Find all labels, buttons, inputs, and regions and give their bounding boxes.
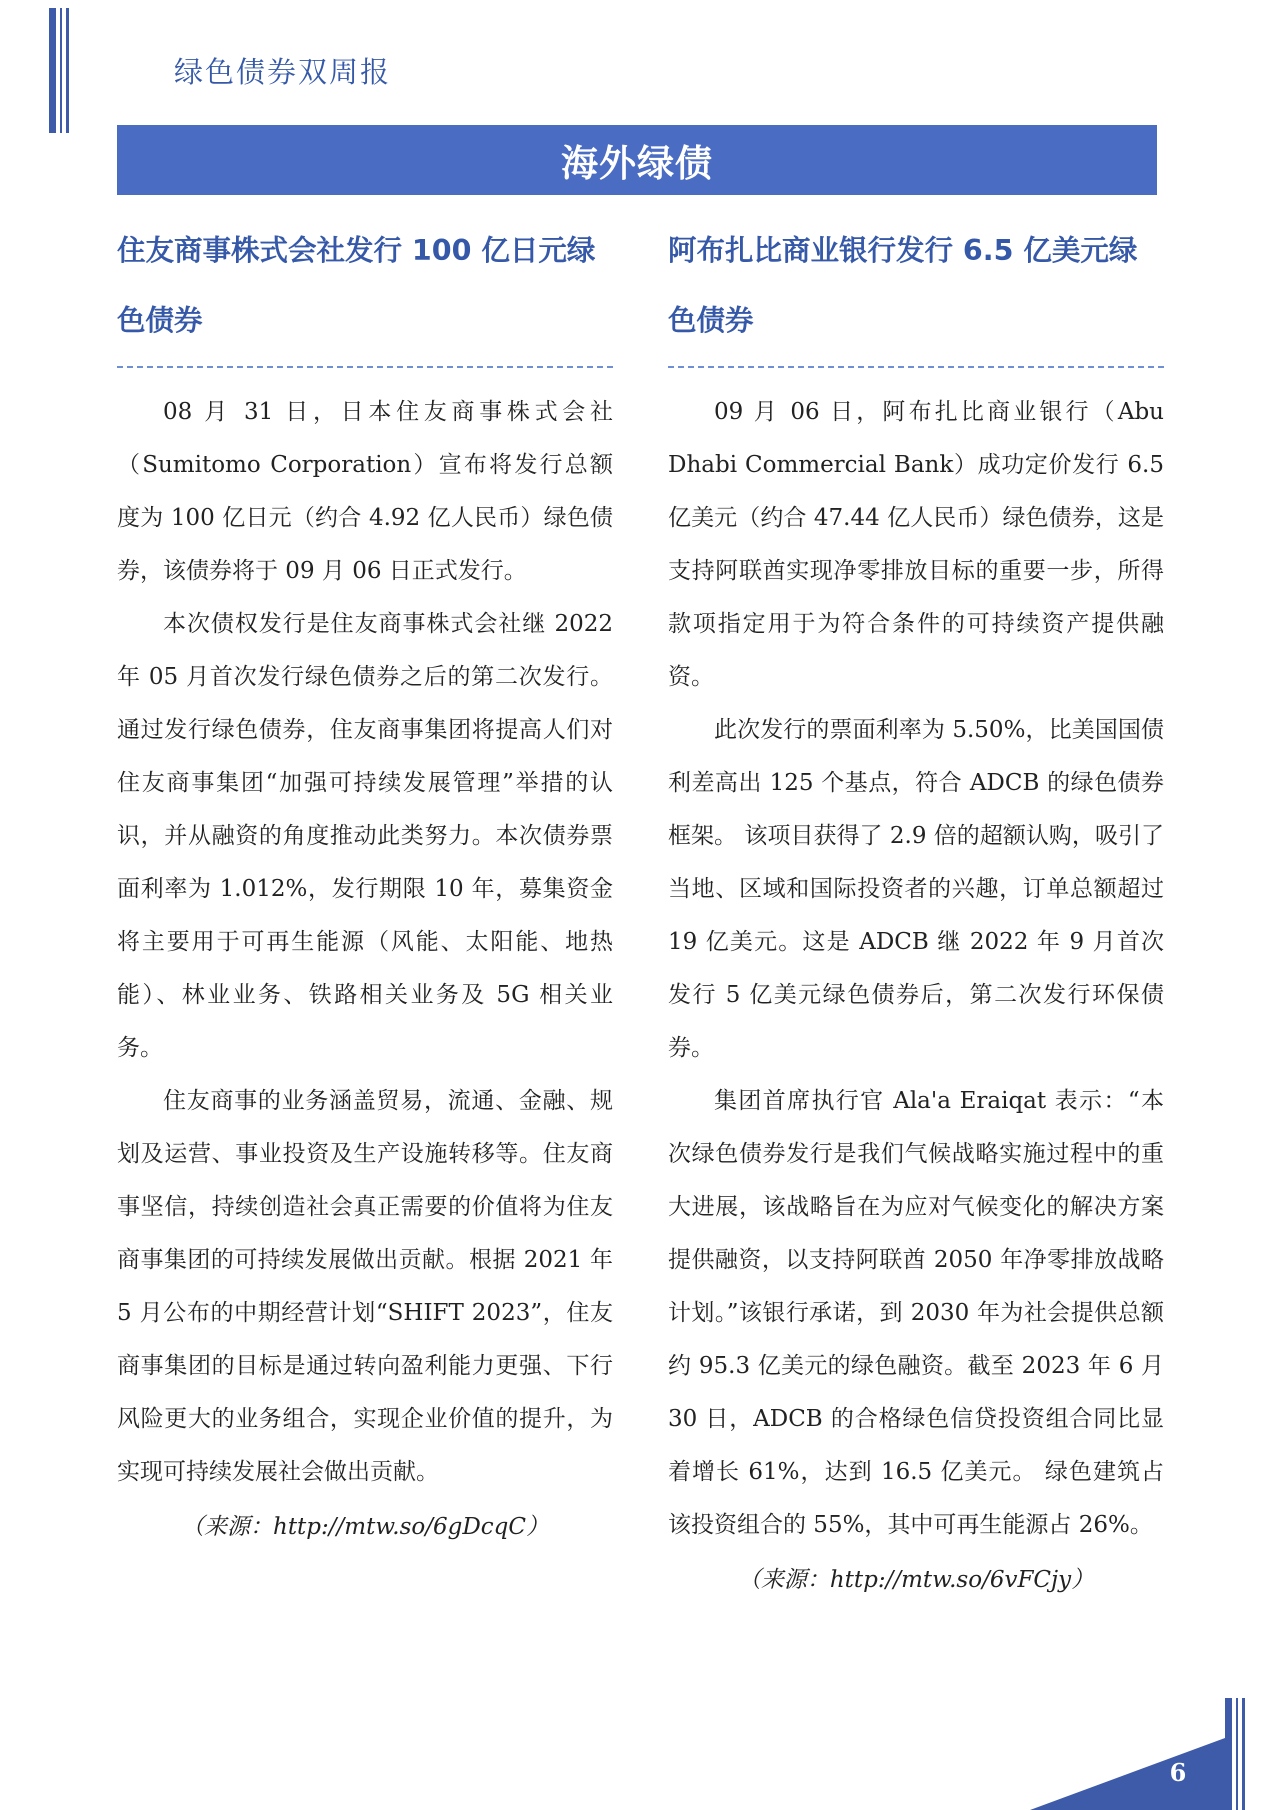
article-paragraph: 09 月 06 日，阿布扎比商业银行（Abu Dhabi Commercial Bank）成功定价发行 6.5 亿美元（约合 47.44 亿人民币）绿色债券，这是支持阿联酋实现净零排放目标的重要一步，所得款项指定用于为符合条件的可持续资产提供融资。 (668, 399, 1164, 690)
header-bar-3 (66, 8, 69, 133)
article-source: （来源：http://mtw.so/6gDcqC） (181, 1514, 549, 1540)
article-paragraph: 住友商事的业务涵盖贸易，流通、金融、规划及运营、事业投资及生产设施转移等。住友商事坚信，持续创造社会真正需要的价值将为住友商事集团的可持续发展做出贡献。根据 2021 年 5 月公布的中期经营计划“SHIFT 2023”，住友商事集团的目标是通过转向盈利能力更强、下行风险更大的业务组合，实现企业价值的提升，为实现可持续发展社会做出贡献。 (117, 1088, 613, 1485)
page-number: 6 (1169, 1758, 1187, 1787)
article-paragraph: 此次发行的票面利率为 5.50%，比美国国债利差高出 125 个基点，符合 ADCB 的绿色债券框架。 该项目获得了 2.9 倍的超额认购，吸引了当地、区域和国际投资者的兴趣，订单总额超过 19 亿美元。这是 ADCB 继 2022 年 9 月首次发行 5 亿美元绿色债券后，第二次发行环保债券。 (668, 717, 1164, 1061)
footer-bar-2 (1236, 1698, 1238, 1810)
article-left (117, 216, 613, 1554)
article-body (668, 386, 1164, 1607)
footer-bar-1 (1225, 1698, 1232, 1810)
article-body (117, 386, 613, 1554)
report-title: 绿色债券双周报 (174, 55, 392, 89)
section-banner: 海外绿债 (117, 125, 1157, 195)
article-paragraph: 08 月 31 日，日本住友商事株式会社（Sumitomo Corporation）宣布将发行总额度为 100 亿日元（约合 4.92 亿人民币）绿色债券，该债券将于 09 月 06 日正式发行。 (117, 399, 613, 584)
article-source: （来源：http://mtw.so/6vFCjy） (737, 1567, 1095, 1593)
header-bar-1 (49, 8, 56, 133)
article-paragraph: 集团首席执行官 Ala'a Eraiqat 表示：“本次绿色债券发行是我们气候战略实施过程中的重大进展，该战略旨在为应对气候变化的解决方案提供融资，以支持阿联酋 2050 年净零排放战略计划。”该银行承诺，到 2030 年为社会提供总额约 95.3 亿美元的绿色融资。截至 2023 年 6 月 30 日，ADCB 的合格绿色信贷投资组合同比显着增长 61%，达到 16.5 亿美元。 绿色建筑占该投资组合的 55%，其中可再生能源占 26%。 (668, 1088, 1164, 1538)
article-title: 阿布扎比商业银行发行 6.5 亿美元绿色债券 (668, 216, 1164, 368)
article-right (668, 216, 1164, 1607)
article-paragraph: 本次债权发行是住友商事株式会社继 2022 年 05 月首次发行绿色债券之后的第二次发行。通过发行绿色债券，住友商事集团将提高人们对住友商事集团“加强可持续发展管理”举措的认识，并从融资的角度推动此类努力。本次债券票面利率为 1.012%，发行期限 10 年，募集资金将主要用于可再生能源（风能、太阳能、地热能）、林业业务、铁路相关业务及 5G 相关业务。 (117, 611, 613, 1061)
article-title: 住友商事株式会社发行 100 亿日元绿色债券 (117, 216, 613, 368)
header-bar-2 (60, 8, 62, 133)
footer-bar-3 (1242, 1698, 1245, 1810)
